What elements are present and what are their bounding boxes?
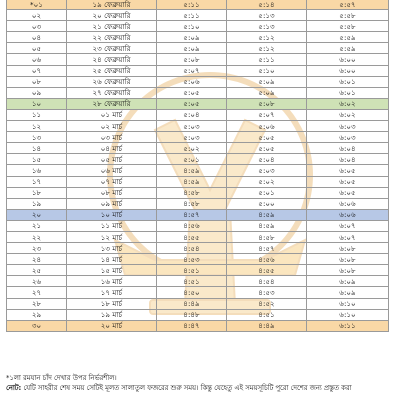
cell-time-b: ৫:১২ [227,43,307,54]
cell-date: ০৬ মার্চ [67,165,157,176]
cell-date: ২০ ফেব্রুয়ারি [67,10,157,21]
table-row [7,243,389,254]
cell-date: ০২ মার্চ [67,121,157,132]
cell-time-a: ৪:৪৭ [157,320,227,331]
cell-time-a: ৫:০৩ [157,132,227,143]
cell-roza: ০৭ [7,65,67,76]
cell-roza: ১৯ [7,198,67,209]
table-row [7,176,389,187]
cell-date: ২২ ফেব্রুয়ারি [67,32,157,43]
table-row [7,98,389,109]
cell-time-c: ৫:৫৮ [307,21,389,32]
cell-date: ০৫ মার্চ [67,154,157,165]
cell-time-c: ৬:১১ [307,320,389,331]
footnote-moon: *১লা রমযান চাঁদ দেখার উপর নির্ভরশীল। [6,374,117,382]
cell-time-b: ৪:৫২ [227,298,307,309]
cell-roza: ২২ [7,231,67,242]
cell-date: ০৪ মার্চ [67,143,157,154]
table-row [7,121,389,132]
cell-roza: ২৫ [7,265,67,276]
cell-time-a: ৪:৫৮ [157,187,227,198]
table-row [7,154,389,165]
cell-time-b: ৪:৫৯ [227,220,307,231]
cell-time-a: ৫:০৫ [157,98,227,109]
cell-time-b: ৪:৫৯ [227,209,307,220]
cell-date: ১১ মার্চ [67,220,157,231]
cell-roza: ১৬ [7,165,67,176]
cell-roza: ১৭ [7,176,67,187]
table-row [7,187,389,198]
cell-time-b: ৫:০৯ [227,76,307,87]
cell-time-a: ৫:০৮ [157,54,227,65]
cell-time-c: ৫:৫৯ [307,32,389,43]
cell-time-b: ৫:০৪ [227,154,307,165]
cell-time-a: ৫:০২ [157,143,227,154]
cell-time-c: ৬:০৬ [307,198,389,209]
cell-date: ২১ ফেব্রুয়ারি [67,21,157,32]
cell-roza: ২০ [7,209,67,220]
cell-time-c: ৬:০৫ [307,176,389,187]
cell-date: ০৯ মার্চ [67,198,157,209]
cell-time-c: ৬:০৪ [307,154,389,165]
cell-roza: ১০ [7,98,67,109]
table-row [7,54,389,65]
table-row [7,87,389,98]
cell-time-c: ৬:০৩ [307,132,389,143]
table-row [7,43,389,54]
table-row [7,265,389,276]
table-row [7,32,389,43]
cell-time-c: ৬:০৯ [307,276,389,287]
cell-roza: ২৯ [7,309,67,320]
cell-date: ২৫ ফেব্রুয়ারি [67,65,157,76]
cell-time-a: ৫:১১ [157,0,227,10]
cell-time-c: ৬:০৪ [307,143,389,154]
cell-time-a: ৫:০৪ [157,109,227,120]
cell-time-c: ৬:০৫ [307,187,389,198]
cell-time-a: ৫:০৯ [157,43,227,54]
cell-time-a: ৫:০৬ [157,76,227,87]
cell-time-c: ৬:০৭ [307,220,389,231]
cell-time-c: ৬:০৮ [307,243,389,254]
cell-time-a: ৫:১১ [157,10,227,21]
cell-time-c: ৬:০৬ [307,209,389,220]
cell-time-a: ৪:৫৭ [157,209,227,220]
cell-time-c: ৬:০৮ [307,265,389,276]
table-row [7,276,389,287]
table-row [7,109,389,120]
footnote-note-text: যেটি সাহরীর শেষ সময় সেটিই মূলত সালাতুল ফজরের শুরু সময়। কিন্তু যেহেতু এই সময়সূচিটি পুরো দেশের জন্য প্রস্তুত করা [21,384,352,392]
cell-time-a: ৪:৫০ [157,287,227,298]
cell-time-a: ৪:৫৪ [157,243,227,254]
cell-time-b: ৫:০১ [227,187,307,198]
cell-time-b: ৪:৪৯ [227,320,307,331]
cell-time-a: ৪:৪৯ [157,298,227,309]
cell-roza: ১৪ [7,143,67,154]
cell-date: ২৬ ফেব্রুয়ারি [67,76,157,87]
cell-roza: ০৪ [7,32,67,43]
cell-time-b: ৪:৫৮ [227,231,307,242]
cell-time-b: ৪:৫৭ [227,243,307,254]
cell-roza: ২৩ [7,243,67,254]
table-row [7,231,389,242]
cell-time-c: ৬:০৫ [307,165,389,176]
cell-date: ১৬ মার্চ [67,276,157,287]
table-row [7,298,389,309]
sehri-iftar-table [6,0,389,332]
cell-time-b: ৫:০৩ [227,165,307,176]
cell-time-b: ৫:১১ [227,54,307,65]
cell-date: ১২ মার্চ [67,231,157,242]
cell-time-b: ৫:০৫ [227,143,307,154]
cell-time-a: ৫:০৫ [157,87,227,98]
cell-roza: ১১ [7,109,67,120]
cell-time-a: ৪:৫৬ [157,220,227,231]
table-row [7,65,389,76]
cell-roza: ০৬ [7,54,67,65]
cell-date: ০৮ মার্চ [67,187,157,198]
cell-time-a: ৪:৫৯ [157,176,227,187]
cell-time-b: ৫:১৩ [227,21,307,32]
cell-time-a: ৪:৫১ [157,265,227,276]
cell-time-c: ৫:৫৭ [307,0,389,10]
cell-date: ১৭ মার্চ [67,287,157,298]
cell-time-a: ৪:৫৯ [157,165,227,176]
cell-time-b: ৪:৫৪ [227,276,307,287]
table-row [7,21,389,32]
cell-date: ২৩ ফেব্রুয়ারি [67,43,157,54]
table-row [7,76,389,87]
cell-time-b: ৫:০০ [227,198,307,209]
cell-time-b: ৫:০৮ [227,98,307,109]
cell-time-a: ৪:৫৮ [157,198,227,209]
cell-roza: ১৫ [7,154,67,165]
cell-roza: ১৮ [7,187,67,198]
cell-roza: ২১ [7,220,67,231]
table-row [7,10,389,21]
table-row [7,220,389,231]
cell-date: ১৪ মার্চ [67,254,157,265]
cell-time-c: ৬:০১ [307,87,389,98]
cell-time-c: ৬:০৮ [307,254,389,265]
table-row [7,198,389,209]
cell-time-b: ৫:০৫ [227,132,307,143]
cell-time-b: ৫:০৬ [227,121,307,132]
cell-time-a: ৫:১০ [157,21,227,32]
cell-time-c: ৬:০০ [307,54,389,65]
cell-roza: ০৮ [7,76,67,87]
table-row [7,209,389,220]
cell-date: ২০ মার্চ [67,320,157,331]
cell-time-b: ৫:১০ [227,65,307,76]
table-row [7,132,389,143]
cell-roza: ০২ [7,10,67,21]
table-row [7,0,389,10]
cell-time-b: ৫:১৪ [227,0,307,10]
cell-date: ২৮ ফেব্রুয়ারি [67,98,157,109]
cell-roza: *০১ [7,0,67,10]
table-body [7,0,389,331]
cell-time-b: ৫:১২ [227,32,307,43]
cell-time-c: ৬:১০ [307,298,389,309]
cell-time-b: ৫:০৭ [227,109,307,120]
table-row [7,165,389,176]
cell-roza: ২৪ [7,254,67,265]
cell-time-b: ৫:০৯ [227,87,307,98]
cell-roza: ২৮ [7,298,67,309]
cell-roza: ২৬ [7,276,67,287]
cell-date: ০১ মার্চ [67,109,157,120]
cell-roza: ০৯ [7,87,67,98]
footnotes [6,373,398,393]
cell-time-a: ৪:৫১ [157,276,227,287]
cell-date: ১৮ মার্চ [67,298,157,309]
cell-roza: ০৩ [7,21,67,32]
cell-time-b: ৪:৫৬ [227,254,307,265]
cell-time-c: ৬:১০ [307,309,389,320]
cell-date: ০৩ মার্চ [67,132,157,143]
cell-time-c: ৬:০৭ [307,231,389,242]
cell-roza: ১৩ [7,132,67,143]
cell-date: ২৭ ফেব্রুয়ারি [67,87,157,98]
cell-time-b: ৫:১৩ [227,10,307,21]
cell-date: ১৫ মার্চ [67,265,157,276]
cell-time-b: ৪:৫৫ [227,265,307,276]
cell-time-c: ৬:০২ [307,98,389,109]
cell-time-c: ৫:৫৯ [307,43,389,54]
cell-time-c: ৬:০৩ [307,121,389,132]
table-row [7,320,389,331]
cell-time-a: ৫:০৯ [157,32,227,43]
cell-time-a: ৪:৫৩ [157,254,227,265]
cell-time-c: ৬:০৯ [307,287,389,298]
cell-time-c: ৬:০০ [307,65,389,76]
cell-time-b: ৪:৫১ [227,309,307,320]
cell-time-b: ৫:০২ [227,176,307,187]
table-row [7,254,389,265]
cell-time-c: ৬:০১ [307,76,389,87]
cell-time-a: ৫:০৩ [157,121,227,132]
cell-date: ১৯ মার্চ [67,309,157,320]
cell-date: ১৯ ফেব্রুয়ারি [67,0,157,10]
cell-time-a: ৫:০১ [157,154,227,165]
footnote-note-label: নোট: [6,384,22,392]
cell-roza: ০৫ [7,43,67,54]
cell-date: ১০ মার্চ [67,209,157,220]
cell-date: ২৪ ফেব্রুয়ারি [67,54,157,65]
cell-time-a: ৪:৫৫ [157,231,227,242]
table-row [7,287,389,298]
cell-date: ১৩ মার্চ [67,243,157,254]
cell-roza: ৩০ [7,320,67,331]
table-row [7,143,389,154]
footnote-note [6,383,398,393]
cell-time-c: ৬:০২ [307,109,389,120]
cell-time-a: ৪:৪৮ [157,309,227,320]
table-row [7,309,389,320]
cell-date: ০৭ মার্চ [67,176,157,187]
cell-time-a: ৫:০৭ [157,65,227,76]
cell-time-c: ৫:৫৮ [307,10,389,21]
cell-time-b: ৪:৫৩ [227,287,307,298]
cell-roza: ২৭ [7,287,67,298]
cell-roza: ১২ [7,121,67,132]
